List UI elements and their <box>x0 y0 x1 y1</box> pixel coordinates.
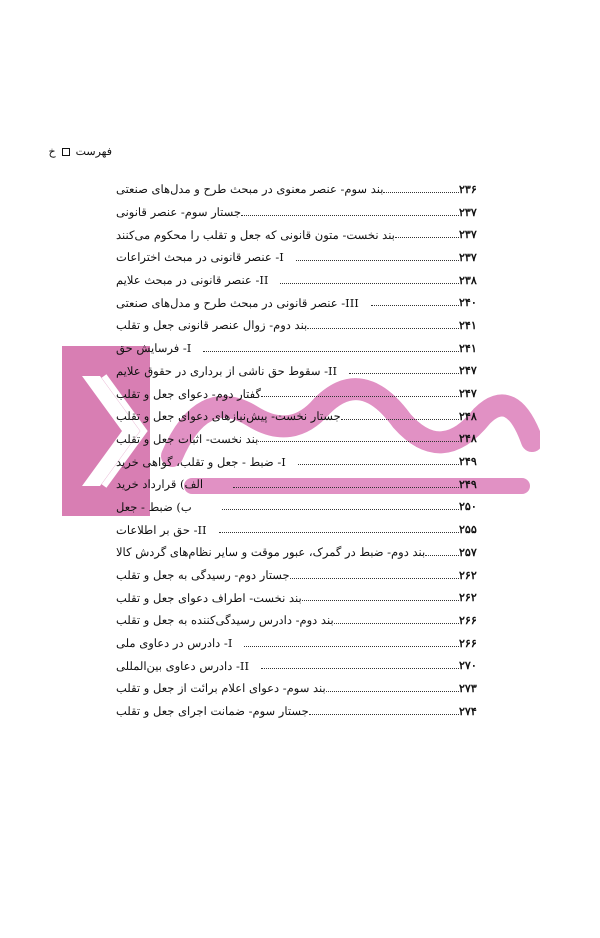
toc-entry-title: بند دوم- زوال عنصر قانونی جعل و تقلب <box>116 318 308 333</box>
toc-entry[interactable] <box>113 677 489 700</box>
toc-entry[interactable] <box>113 405 489 428</box>
toc-entry-title: بند نخست- اثبات جعل و تقلب <box>116 431 259 446</box>
toc-entry[interactable] <box>113 178 489 201</box>
toc-entry[interactable] <box>113 201 489 224</box>
toc-entry-title: جستار سوم- ضمانت اجرای جعل و تقلب <box>116 704 309 719</box>
toc-entry[interactable] <box>113 223 489 246</box>
dot-leader <box>258 441 459 442</box>
toc-entry-title: I- دادرس در دعاوی ملی <box>116 636 233 651</box>
toc-entry-page-number: ۲۴۰ <box>459 296 477 310</box>
toc-entry[interactable] <box>113 360 489 383</box>
dot-leader <box>280 283 459 284</box>
toc-entry-title: جستار سوم- عنصر قانونی <box>116 205 242 220</box>
toc-entry-page-number: ۲۳۶ <box>459 182 477 196</box>
toc-entry-title: جستار دوم- رسیدگی به جعل و تقلب <box>116 568 290 583</box>
toc-entry-title: گفتار دوم- دعوای جعل و تقلب <box>116 386 261 401</box>
dot-leader <box>307 328 459 329</box>
dot-leader <box>290 578 459 579</box>
dot-leader <box>309 714 459 715</box>
toc-entry[interactable] <box>113 246 489 269</box>
toc-entry-page-number: ۲۴۱ <box>459 318 477 332</box>
toc-entry[interactable] <box>113 314 489 337</box>
toc-entry-title: بند دوم- دادرس رسیدگی‌کننده به جعل و تقلب <box>116 613 334 628</box>
toc-entry-page-number: ۲۴۷ <box>459 364 477 378</box>
dot-leader <box>298 464 459 465</box>
toc-entry[interactable] <box>113 450 489 473</box>
table-of-contents <box>113 178 489 723</box>
toc-entry-title: جستار نخست- پیش‌نیازهای دعوای جعل و تقلب <box>116 409 341 424</box>
dot-leader <box>395 237 459 238</box>
toc-entry-title: بند سوم- عنصر معنوی در مبحث طرح و مدل‌های صنعتی <box>116 182 384 197</box>
toc-entry-page-number: ۲۷۰ <box>459 659 477 673</box>
toc-entry-page-number: ۲۶۶ <box>459 613 477 627</box>
toc-entry[interactable] <box>113 337 489 360</box>
toc-entry-page-number: ۲۴۸ <box>459 432 477 446</box>
dot-leader <box>296 260 459 261</box>
dot-leader <box>244 646 459 647</box>
dot-leader <box>383 192 459 193</box>
toc-entry-page-number: ۲۴۹ <box>459 455 477 469</box>
toc-entry-title: بند نخست- متون قانونی که جعل و تقلب را محکوم می‌کنند <box>116 227 395 242</box>
toc-entry-title: II- عنصر قانونی در مبحث علایم <box>116 273 269 288</box>
toc-entry[interactable] <box>113 586 489 609</box>
toc-entry-title: II- سقوط حق ناشی از برداری در حقوق علایم <box>116 363 338 378</box>
dot-leader <box>425 555 459 556</box>
dot-leader <box>241 215 459 216</box>
toc-entry[interactable] <box>113 700 489 723</box>
toc-entry[interactable] <box>113 291 489 314</box>
toc-entry-title: II- حق بر اطلاعات <box>116 522 207 537</box>
toc-entry-page-number: ۲۳۷ <box>459 228 477 242</box>
dot-leader <box>203 351 459 352</box>
toc-entry[interactable] <box>113 632 489 655</box>
dot-leader <box>334 623 459 624</box>
dot-leader <box>261 396 459 397</box>
running-header <box>48 145 112 158</box>
header-label: فهرست <box>75 145 112 158</box>
toc-entry-page-number: ۲۴۷ <box>459 387 477 401</box>
toc-entry-page-number: ۲۵۷ <box>459 545 477 559</box>
dot-leader <box>233 487 459 488</box>
toc-entry-title: ب) ضبط - جعل <box>116 499 192 514</box>
dot-leader <box>349 373 459 374</box>
toc-entry-page-number: ۲۴۱ <box>459 341 477 355</box>
toc-entry[interactable] <box>113 382 489 405</box>
dot-leader <box>261 668 459 669</box>
toc-entry[interactable] <box>113 654 489 677</box>
toc-entry[interactable] <box>113 496 489 519</box>
dot-leader <box>371 305 459 306</box>
toc-entry-title: بند سوم- دعوای اعلام برائت از جعل و تقلب <box>116 681 326 696</box>
square-icon <box>62 148 70 156</box>
toc-entry[interactable] <box>113 564 489 587</box>
dot-leader <box>326 691 459 692</box>
toc-entry-page-number: ۲۵۵ <box>459 523 477 537</box>
toc-entry-page-number: ۲۴۸ <box>459 409 477 423</box>
toc-entry-title: بند نخست- اطراف دعوای جعل و تقلب <box>116 590 302 605</box>
toc-entry-page-number: ۲۶۶ <box>459 636 477 650</box>
toc-entry-page-number: ۲۳۷ <box>459 205 477 219</box>
toc-entry-title: I- عنصر قانونی در مبحث اختراعات <box>116 250 284 265</box>
toc-entry[interactable] <box>113 518 489 541</box>
toc-entry-page-number: ۲۷۳ <box>459 681 477 695</box>
toc-entry-page-number: ۲۳۷ <box>459 250 477 264</box>
toc-entry-title: I- فرسایش حق <box>116 341 192 356</box>
page-letter: خ <box>48 145 56 158</box>
toc-entry-title: II- دادرس دعاوی بین‌المللی <box>116 658 249 673</box>
toc-entry[interactable] <box>113 428 489 451</box>
dot-leader <box>341 419 459 420</box>
toc-entry-title: بند دوم- ضبط در گمرک، عبور موقت و سایر نظام‌های گردش کالا <box>116 545 426 560</box>
toc-entry-page-number: ۲۶۲ <box>459 568 477 582</box>
dot-leader <box>302 600 459 601</box>
toc-entry-title: I- ضبط - جعل و تقلب، گواهی خرید <box>116 454 286 469</box>
toc-entry[interactable] <box>113 541 489 564</box>
toc-entry[interactable] <box>113 609 489 632</box>
toc-entry-title: الف) قرارداد خرید <box>116 477 204 492</box>
dot-leader <box>222 509 459 510</box>
toc-entry-page-number: ۲۴۹ <box>459 477 477 491</box>
toc-entry-page-number: ۲۵۰ <box>459 500 477 514</box>
dot-leader <box>219 532 459 533</box>
toc-entry-page-number: ۲۷۴ <box>459 704 477 718</box>
toc-entry-page-number: ۲۳۸ <box>459 273 477 287</box>
toc-entry-page-number: ۲۶۲ <box>459 591 477 605</box>
toc-entry[interactable] <box>113 269 489 292</box>
toc-entry-title: III- عنصر قانونی در مبحث طرح و مدل‌های صنعتی <box>116 295 359 310</box>
toc-entry[interactable] <box>113 473 489 496</box>
